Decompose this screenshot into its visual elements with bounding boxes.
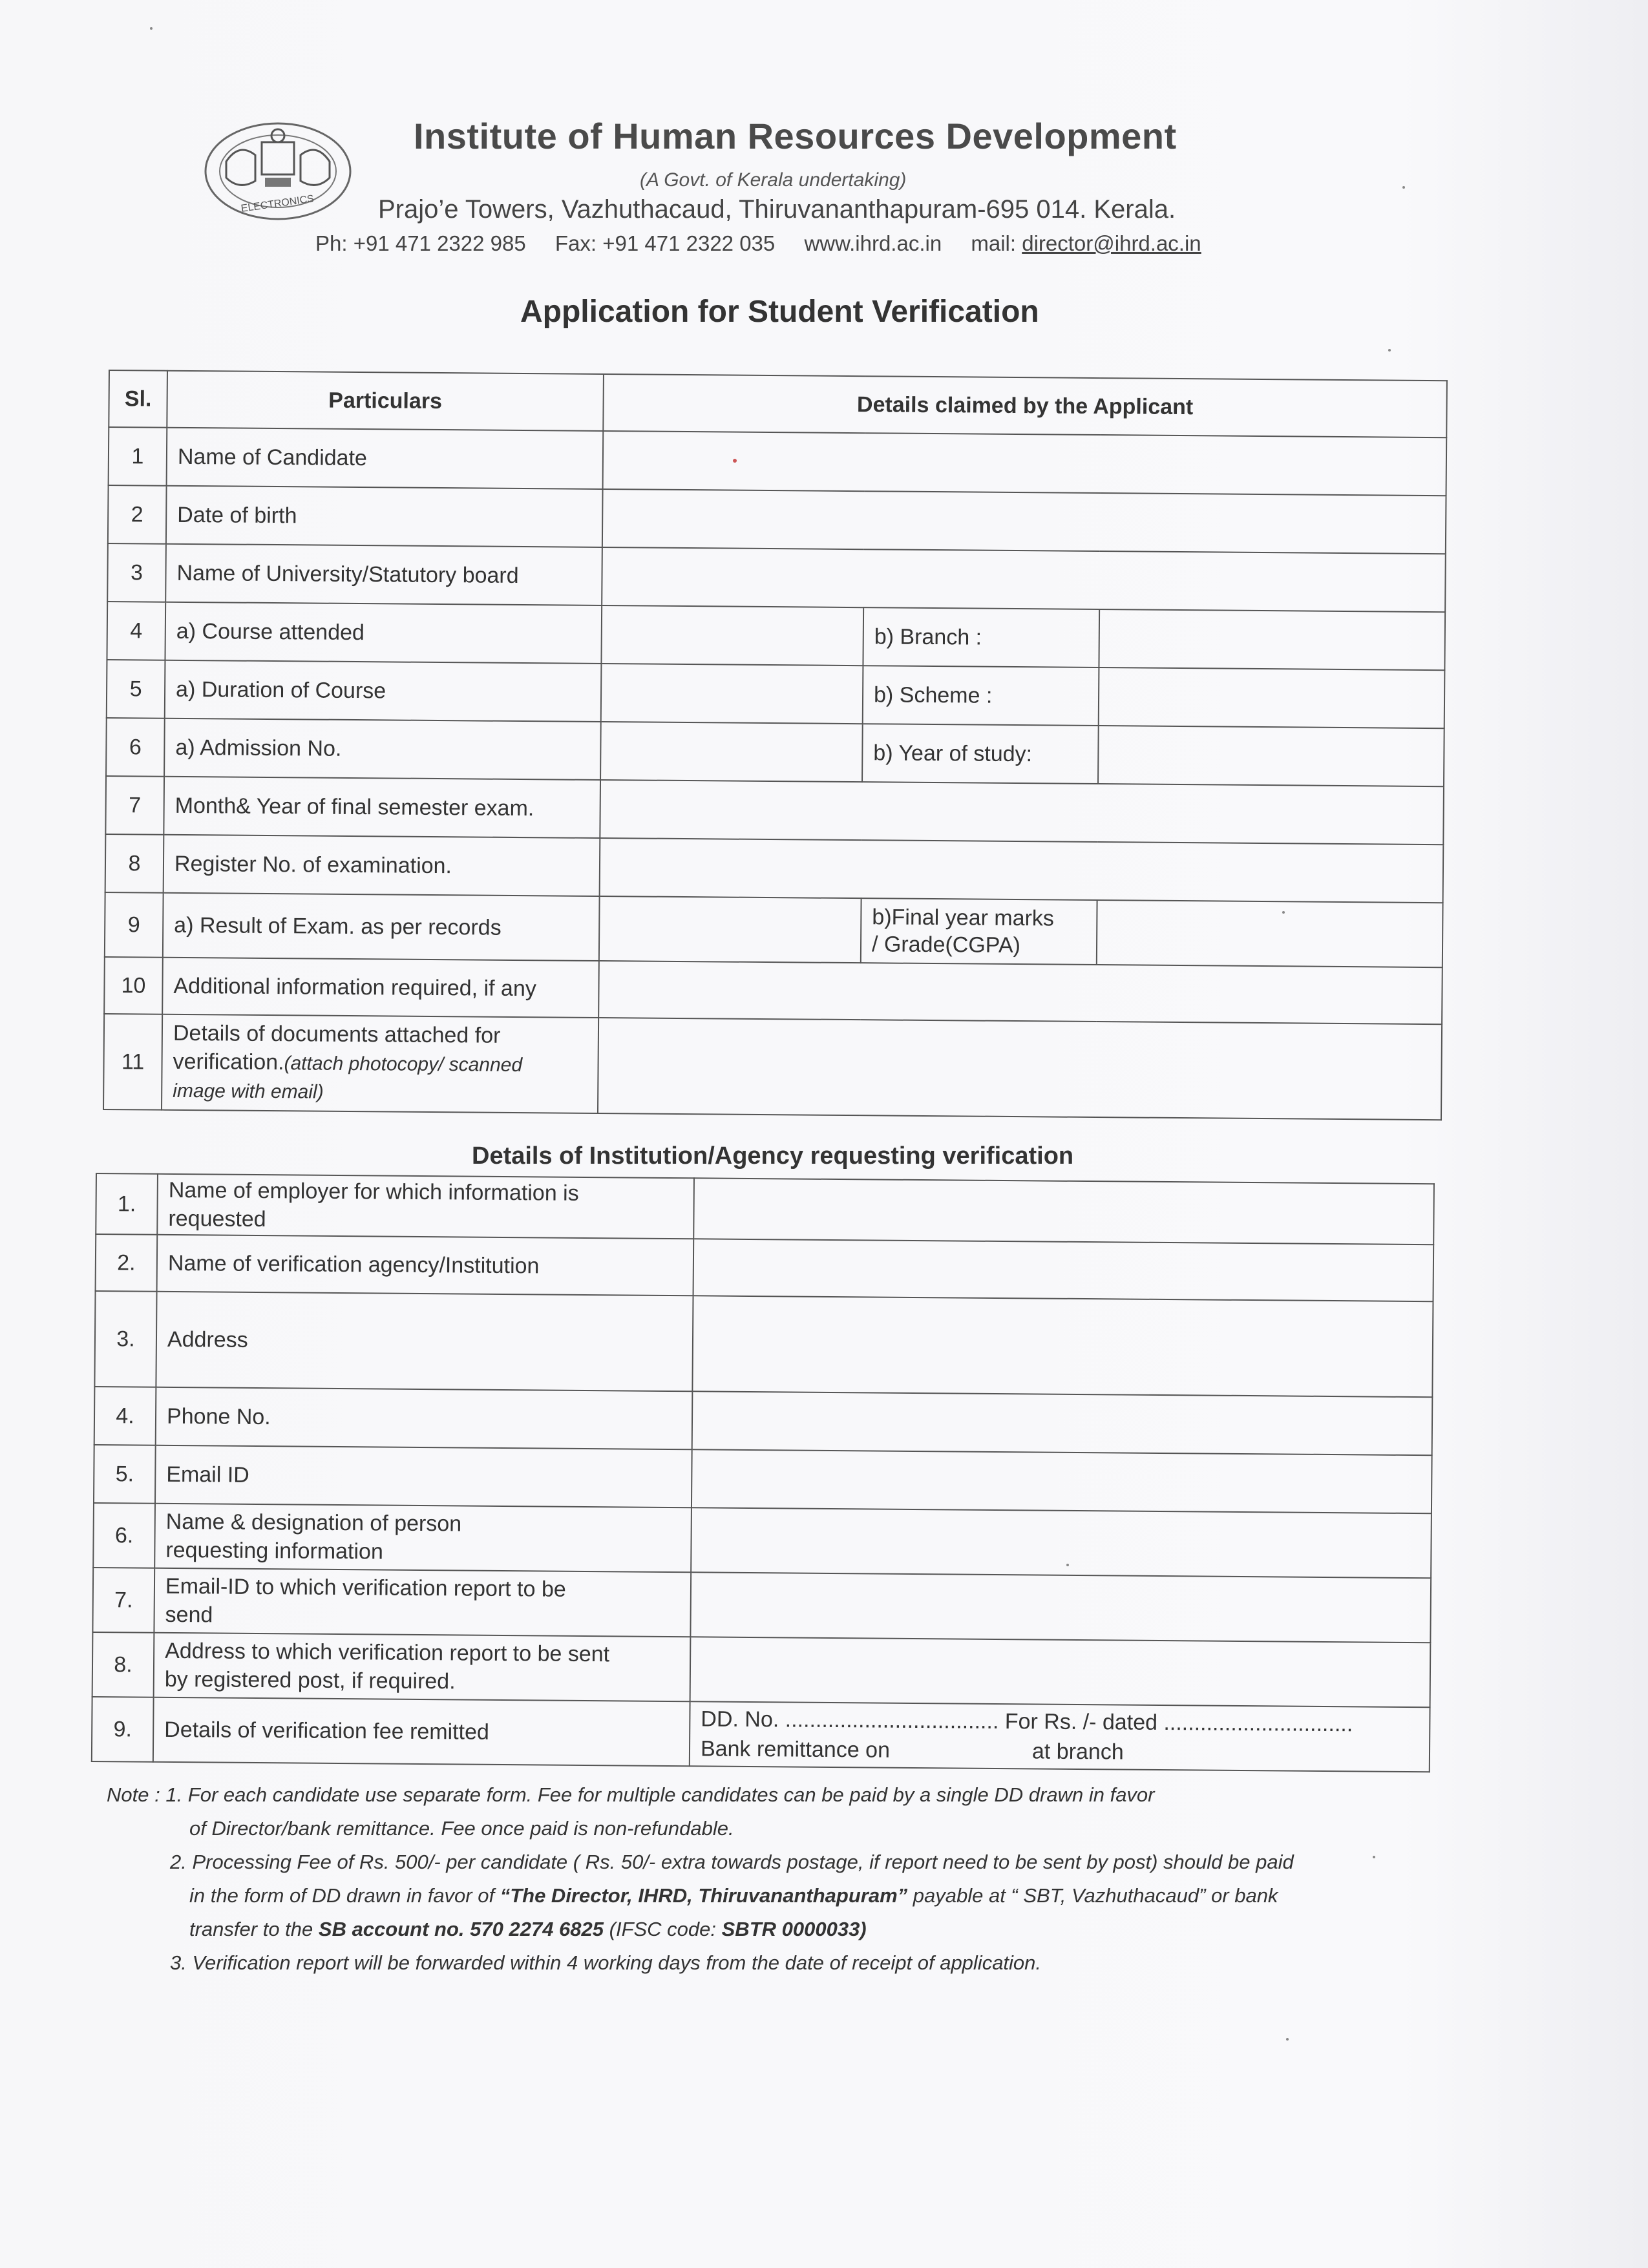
note-text: in the form of DD drawn in favor of xyxy=(189,1884,500,1907)
row-number: 8 xyxy=(105,834,164,893)
row-number: 1 xyxy=(109,427,167,486)
row-number: 4 xyxy=(107,602,165,660)
answer-field-course[interactable] xyxy=(601,605,863,666)
row-label xyxy=(154,1633,691,1702)
row-label: Name of verification agency/Institution xyxy=(157,1235,694,1296)
row-label: a) Admission No. xyxy=(164,719,601,780)
scan-speck xyxy=(1282,911,1285,914)
table-row xyxy=(96,1234,1434,1301)
answer-field-exam-month-year[interactable] xyxy=(600,780,1444,845)
notes-prefix: Note : xyxy=(107,1783,166,1806)
note-text: payable at “ SBT, Vazhuthacaud” or bank xyxy=(907,1884,1278,1907)
answer-field-university[interactable] xyxy=(602,547,1446,612)
scan-speck xyxy=(1402,186,1405,189)
note-bold: SBTR 0000033) xyxy=(721,1918,867,1940)
answer-field-branch[interactable] xyxy=(1099,609,1445,670)
row-label: Name of University/Statutory board xyxy=(165,544,602,605)
note-1: 1. For each candidate use separate form. Fee for multiple candidates can be paid by a single DD drawn in favor xyxy=(165,1783,1155,1806)
answer-field-additional-info[interactable] xyxy=(598,961,1442,1024)
table-row xyxy=(92,1697,1430,1772)
institute-address: Prajo’e Towers, Vazhuthacaud, Thiruvananthapuram-695 014. Kerala. xyxy=(378,195,1176,224)
logo-text: ELECTRONICS xyxy=(240,193,315,215)
agency-details-table xyxy=(91,1173,1435,1772)
row-number: 6 xyxy=(106,718,165,777)
table-row xyxy=(92,1632,1431,1707)
label-line: requesting information xyxy=(165,1537,383,1564)
table-row xyxy=(105,834,1444,903)
row-label: Date of birth xyxy=(166,486,603,547)
sublabel-line: / Grade(CGPA) xyxy=(871,932,1021,958)
label-line: by registered post, if required. xyxy=(164,1666,456,1694)
row-number: 2 xyxy=(108,485,167,544)
note-1-cont: of Director/bank remittance. Fee once paid is non-refundable. xyxy=(189,1817,734,1840)
row-number: 2. xyxy=(96,1234,158,1292)
table-row xyxy=(105,892,1443,967)
row-sublabel xyxy=(861,898,1097,965)
institute-contact xyxy=(315,231,1324,256)
table-row xyxy=(104,957,1442,1024)
scan-speck xyxy=(1388,349,1391,352)
answer-field-report-email[interactable] xyxy=(690,1572,1431,1643)
row-label: Email ID xyxy=(155,1445,692,1508)
row-number: 4. xyxy=(94,1387,156,1445)
form-title: Application for Student Verification xyxy=(520,295,1039,329)
fee-line-bank: Bank remittance on xyxy=(700,1736,891,1763)
header-details: Details claimed by the Applicant xyxy=(603,374,1447,437)
table-row xyxy=(108,485,1446,554)
institute-subtitle: (A Govt. of Kerala undertaking) xyxy=(640,169,907,191)
note-2: 2. Processing Fee of Rs. 500/- per candidate ( Rs. 50/- extra towards postage, if report need to be sent by post) should be paid xyxy=(170,1851,1294,1873)
table-row xyxy=(94,1445,1432,1513)
table-row xyxy=(109,427,1447,496)
answer-field-admission-no[interactable] xyxy=(600,722,863,782)
header-particulars: Particulars xyxy=(167,371,604,431)
institute-title: Institute of Human Resources Development xyxy=(414,116,1177,156)
answer-field-duration[interactable] xyxy=(601,664,863,724)
note-text: transfer to the xyxy=(189,1918,319,1940)
table-header-row xyxy=(109,370,1447,437)
answer-field-documents[interactable] xyxy=(598,1018,1442,1120)
table-row xyxy=(93,1503,1431,1578)
label-line: Details of documents attached for xyxy=(173,1020,501,1048)
row-label: a) Result of Exam. as per records xyxy=(163,893,600,961)
note-bold: “The Director, IHRD, Thiruvananthapuram” xyxy=(500,1884,908,1907)
row-label: Register No. of examination. xyxy=(164,835,600,896)
row-number: 1. xyxy=(96,1173,158,1235)
answer-field-phone[interactable] xyxy=(692,1391,1433,1455)
note-3: 3. Verification report will be forwarded within 4 working days from the date of receipt of application. xyxy=(170,1951,1042,1974)
row-label: Name of Candidate xyxy=(167,428,604,489)
note-bold: SB account no. 570 2274 6825 xyxy=(318,1918,604,1940)
fax-text: Fax: +91 471 2322 035 xyxy=(555,231,776,255)
table-row xyxy=(107,543,1446,612)
row-label: Phone No. xyxy=(156,1387,693,1450)
row-number: 3. xyxy=(94,1291,156,1387)
row-number: 10 xyxy=(104,957,163,1014)
mail-label: mail: xyxy=(971,231,1017,255)
phone-text: Ph: +91 471 2322 985 xyxy=(315,231,526,255)
ihrd-logo xyxy=(200,116,355,226)
answer-field-result[interactable] xyxy=(599,896,861,963)
section2-title: Details of Institution/Agency requesting verification xyxy=(472,1142,1074,1170)
fee-line-branch: at branch xyxy=(1031,1739,1124,1765)
row-number: 5 xyxy=(107,660,165,719)
answer-field-address[interactable] xyxy=(692,1296,1433,1397)
scan-speck xyxy=(1373,1856,1375,1858)
answer-field-report-address[interactable] xyxy=(690,1637,1431,1707)
answer-field-designation[interactable] xyxy=(691,1507,1431,1578)
answer-field-year-of-study[interactable] xyxy=(1098,726,1444,786)
answer-field-email[interactable] xyxy=(692,1449,1432,1513)
scan-speck xyxy=(1066,1564,1069,1566)
row-sublabel: b) Branch : xyxy=(863,607,1099,667)
note-2-cont2 xyxy=(107,1913,1399,1946)
table-row xyxy=(94,1387,1433,1455)
answer-field-scheme[interactable] xyxy=(1099,667,1445,728)
mail-link[interactable]: director@ihrd.ac.in xyxy=(1022,231,1201,255)
table-row xyxy=(103,1014,1442,1120)
website-link[interactable]: www.ihrd.ac.in xyxy=(804,231,942,255)
label-line: Address to which verification report to be sent xyxy=(165,1638,610,1667)
row-number: 7 xyxy=(105,776,164,835)
row-label: Additional information required, if any xyxy=(162,958,599,1018)
row-label xyxy=(162,1014,598,1113)
row-label xyxy=(154,1568,691,1637)
label-line: send xyxy=(165,1602,213,1628)
table-row xyxy=(106,718,1444,786)
answer-field-employer[interactable] xyxy=(693,1178,1434,1244)
label-line: image with email) xyxy=(173,1080,324,1103)
label-line: verification. xyxy=(173,1049,284,1075)
table-row xyxy=(105,776,1444,845)
row-number: 6. xyxy=(93,1503,155,1568)
row-number: 7. xyxy=(92,1568,154,1633)
row-sublabel: b) Year of study: xyxy=(862,724,1099,784)
notes-section xyxy=(107,1778,1399,1980)
label-line: Name & designation of person xyxy=(165,1509,462,1537)
scan-speck xyxy=(733,459,737,463)
row-label: Address xyxy=(156,1292,693,1392)
row-label xyxy=(154,1504,692,1573)
answer-field-fee[interactable] xyxy=(690,1701,1430,1772)
table-row xyxy=(92,1568,1431,1643)
row-sublabel: b) Scheme : xyxy=(863,666,1099,726)
row-number: 9 xyxy=(105,892,164,958)
answer-field-register-no[interactable] xyxy=(600,838,1444,903)
row-label: a) Duration of Course xyxy=(165,660,602,722)
row-label: Month& Year of final semester exam. xyxy=(164,777,600,838)
row-number: 5. xyxy=(94,1445,156,1504)
row-number: 11 xyxy=(103,1014,162,1110)
table-row xyxy=(107,602,1445,670)
note-2-cont xyxy=(107,1879,1399,1913)
label-line: Name of employer for which information is xyxy=(168,1177,579,1206)
answer-field-name[interactable] xyxy=(603,431,1447,496)
fee-line-dd: DD. No. ................................... For Rs. /- dated ............................... xyxy=(701,1706,1353,1737)
row-number: 9. xyxy=(92,1697,154,1762)
scan-speck xyxy=(1286,2038,1289,2041)
label-line: requested xyxy=(168,1206,266,1232)
label-line: Email-ID to which verification report to be xyxy=(165,1573,566,1602)
row-label: a) Course attended xyxy=(165,602,602,664)
scan-speck xyxy=(150,27,153,30)
answer-field-final-marks[interactable] xyxy=(1097,900,1443,967)
note-text: (IFSC code: xyxy=(604,1918,722,1940)
label-italic: (attach photocopy/ scanned xyxy=(284,1053,523,1076)
answer-field-dob[interactable] xyxy=(602,489,1446,554)
row-label xyxy=(157,1174,694,1239)
table-row xyxy=(94,1291,1433,1397)
row-label: Details of verification fee remitted xyxy=(153,1697,690,1767)
sublabel-line: b)Final year marks xyxy=(872,905,1055,931)
row-number: 8. xyxy=(92,1632,154,1697)
table-row xyxy=(107,660,1445,728)
answer-field-agency[interactable] xyxy=(693,1239,1434,1301)
row-number: 3 xyxy=(107,543,166,602)
table-row xyxy=(96,1173,1434,1244)
header-sl: Sl. xyxy=(109,370,167,428)
applicant-details-table xyxy=(103,370,1448,1120)
